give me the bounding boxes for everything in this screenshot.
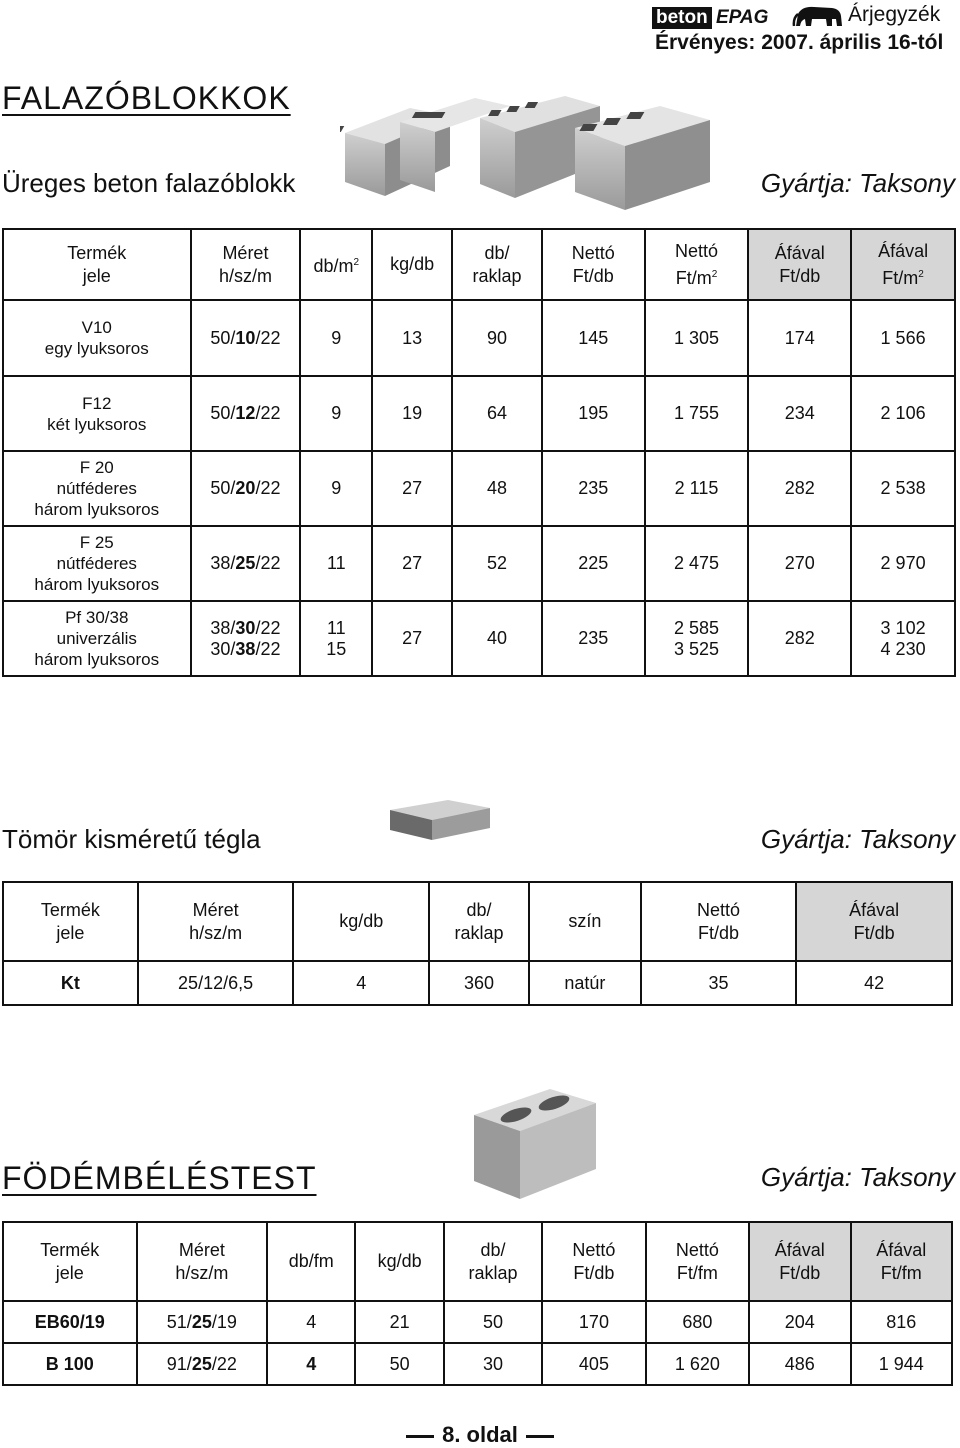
afa-cell: 42 — [796, 961, 952, 1005]
kg-cell: 27 — [372, 451, 452, 526]
kg-cell: 4 — [293, 961, 429, 1005]
product-code: F 20 — [79, 458, 114, 477]
header-kg-db: kg/db — [372, 229, 452, 300]
table-header-row — [3, 882, 952, 961]
netto-cell: 35 — [641, 961, 797, 1005]
logo-epag: EPAG — [716, 7, 769, 28]
table-row — [3, 1301, 952, 1343]
raklap-cell: 40 — [452, 601, 542, 676]
db-fm-cell: 4 — [267, 1343, 355, 1385]
product-name-cell — [3, 451, 191, 526]
product-name-cell — [3, 300, 191, 376]
solid-brick-image — [388, 796, 492, 844]
header-size: Méret h/sz/m — [138, 882, 294, 961]
size-cell: 50/20/22 — [191, 451, 301, 526]
afa-db-cell: 174 — [748, 300, 851, 376]
table-row — [3, 451, 955, 526]
product-code: V10 — [81, 318, 112, 337]
afa-m2-cell: 2 106 — [851, 376, 955, 451]
product-code: B 100 — [3, 1343, 137, 1385]
footer-dash-right — [526, 1435, 554, 1438]
product-desc: nútféderes — [56, 554, 137, 573]
raklap-cell: 30 — [444, 1343, 542, 1385]
maker-label: Gyártja: Taksony — [760, 824, 955, 854]
size-cell: 38/30/22 30/38/22 — [191, 601, 301, 676]
product-desc-2: három lyuksoros — [34, 500, 160, 519]
netto-db-cell: 405 — [542, 1343, 645, 1385]
product-code: F12 — [82, 393, 112, 413]
db-m2-cell: 9 — [300, 300, 372, 376]
db-m2-cell: 9 — [300, 376, 372, 451]
header-afa-db: Áfával Ft/db — [796, 882, 952, 961]
floor-filler-block-image — [470, 1085, 600, 1203]
section-title-fodembelestest: FÖDÉMBÉLÉSTEST — [2, 1160, 317, 1196]
header-netto-db: Nettó Ft/db — [542, 229, 645, 300]
header-afa-fm: Áfával Ft/fm — [851, 1222, 953, 1301]
afa-db-cell: 282 — [748, 451, 851, 526]
header-netto-db: Nettó Ft/db — [542, 1222, 645, 1301]
color-cell: natúr — [529, 961, 641, 1005]
netto-m2-cell: 2 115 — [645, 451, 749, 526]
db-m2-cell: 9 — [300, 451, 372, 526]
product-desc-2: három lyuksoros — [34, 575, 160, 594]
kg-cell: 19 — [372, 376, 452, 451]
maker-label: Gyártja: Taksony — [760, 1162, 955, 1192]
header-netto-m2: Nettó $Ft/m^2$ — [645, 229, 749, 300]
kg-cell: 13 — [372, 300, 452, 376]
product-desc: nútféderes — [56, 479, 137, 498]
netto-db-cell: 235 — [542, 451, 645, 526]
footer-dash-left — [406, 1435, 434, 1438]
header-afa-db: Áfával Ft/db — [749, 1222, 850, 1301]
size-cell: 50/10/22 — [191, 300, 301, 376]
header-db-raklap: db/ raklap — [444, 1222, 542, 1301]
product-code: Pf 30/38 — [65, 608, 129, 627]
afa-db-cell: 204 — [749, 1301, 850, 1343]
size-cell: 91/25/22 — [137, 1343, 268, 1385]
header-db-fm: db/fm — [267, 1222, 355, 1301]
brick-price-table — [2, 881, 953, 1006]
netto-db-cell: 225 — [542, 526, 645, 601]
header-kg-db: kg/db — [293, 882, 429, 961]
product-desc-2: három lyuksoros — [34, 650, 160, 669]
validity-date: Érvényes: 2007. április 16-tól — [655, 31, 944, 54]
afa-db-cell: 486 — [749, 1343, 850, 1385]
header-product: Termék jele — [3, 229, 191, 300]
afa-fm-cell: 1 944 — [851, 1343, 953, 1385]
header-kg-db: kg/db — [355, 1222, 443, 1301]
table-row — [3, 526, 955, 601]
header-product: Termék jele — [3, 882, 138, 961]
netto-db-cell: 235 — [542, 601, 645, 676]
netto-m2-cell: 1 755 — [645, 376, 749, 451]
afa-m2-cell: 2 970 — [851, 526, 955, 601]
header-afa-m2: Áfával $Ft/m^2$ — [851, 229, 955, 300]
kg-cell: 27 — [372, 526, 452, 601]
netto-m2-cell: 1 305 — [645, 300, 749, 376]
raklap-cell: 50 — [444, 1301, 542, 1343]
table-row — [3, 300, 955, 376]
header-product: Termék jele — [3, 1222, 137, 1301]
product-code: EB60/19 — [3, 1301, 137, 1343]
header-color: szín — [529, 882, 641, 961]
raklap-cell: 90 — [452, 300, 542, 376]
netto-db-cell: 170 — [542, 1301, 645, 1343]
product-code: Kt — [3, 961, 138, 1005]
header-db-raklap: db/ raklap — [429, 882, 529, 961]
db-fm-cell: 4 — [267, 1301, 355, 1343]
header-afa-db: Áfával Ft/db — [748, 229, 851, 300]
size-cell: 51/25/19 — [137, 1301, 268, 1343]
hollow-blocks-image — [340, 78, 720, 218]
page-label: 8. oldal — [442, 1422, 518, 1447]
product-name-cell — [3, 601, 191, 676]
section-title-falazoblokkok: FALAZÓBLOKKOK — [2, 80, 291, 116]
table-row — [3, 376, 955, 451]
logo-beton: beton — [652, 7, 712, 29]
table-header-row — [3, 1222, 952, 1301]
header-size: Méret h/sz/m — [191, 229, 301, 300]
raklap-cell: 48 — [452, 451, 542, 526]
hollow-block-price-table — [2, 228, 956, 677]
table-row — [3, 601, 955, 676]
raklap-cell: 360 — [429, 961, 529, 1005]
section-subtitle-ureges: Üreges beton falazóblokk — [2, 168, 296, 198]
raklap-cell: 64 — [452, 376, 542, 451]
netto-fm-cell: 1 620 — [646, 1343, 749, 1385]
kg-cell: 27 — [372, 601, 452, 676]
table-row — [3, 961, 952, 1005]
header-db-raklap: db/ raklap — [452, 229, 542, 300]
db-m2-cell: 11 — [300, 526, 372, 601]
afa-db-cell: 234 — [748, 376, 851, 451]
kg-cell: 50 — [355, 1343, 443, 1385]
page-number — [0, 1422, 960, 1448]
netto-db-cell: 195 — [542, 376, 645, 451]
size-cell: 50/12/22 — [191, 376, 301, 451]
netto-m2-cell: 2 585 3 525 — [645, 601, 749, 676]
netto-fm-cell: 680 — [646, 1301, 749, 1343]
size-cell: 38/25/22 — [191, 526, 301, 601]
afa-fm-cell: 816 — [851, 1301, 953, 1343]
db-m2-cell: 11 15 — [300, 601, 372, 676]
maker-label: Gyártja: Taksony — [760, 168, 955, 198]
elephant-logo-icon — [792, 4, 844, 28]
raklap-cell: 52 — [452, 526, 542, 601]
product-code: F 25 — [79, 533, 114, 552]
document-type: Árjegyzék — [848, 3, 941, 26]
product-name-cell — [3, 526, 191, 601]
table-row — [3, 1343, 952, 1385]
netto-db-cell: 145 — [542, 300, 645, 376]
header-netto-fm: Nettó Ft/fm — [646, 1222, 749, 1301]
afa-db-cell: 270 — [748, 526, 851, 601]
kg-cell: 21 — [355, 1301, 443, 1343]
netto-m2-cell: 2 475 — [645, 526, 749, 601]
product-desc: egy lyuksoros — [44, 339, 149, 358]
section-subtitle-tegla: Tömör kisméretű tégla — [2, 824, 261, 854]
header-db-m2: $db/m^2$ — [300, 229, 372, 300]
product-desc: két lyuksoros — [47, 414, 147, 434]
product-name-cell — [3, 376, 191, 451]
product-desc: univerzális — [56, 629, 137, 648]
size-cell: 25/12/6,5 — [138, 961, 294, 1005]
afa-m2-cell: 1 566 — [851, 300, 955, 376]
afa-m2-cell: 2 538 — [851, 451, 955, 526]
afa-m2-cell: 3 102 4 230 — [851, 601, 955, 676]
header-size: Méret h/sz/m — [137, 1222, 268, 1301]
afa-db-cell: 282 — [748, 601, 851, 676]
table-header-row — [3, 229, 955, 300]
header-netto-db: Nettó Ft/db — [641, 882, 797, 961]
floor-block-price-table — [2, 1221, 953, 1386]
